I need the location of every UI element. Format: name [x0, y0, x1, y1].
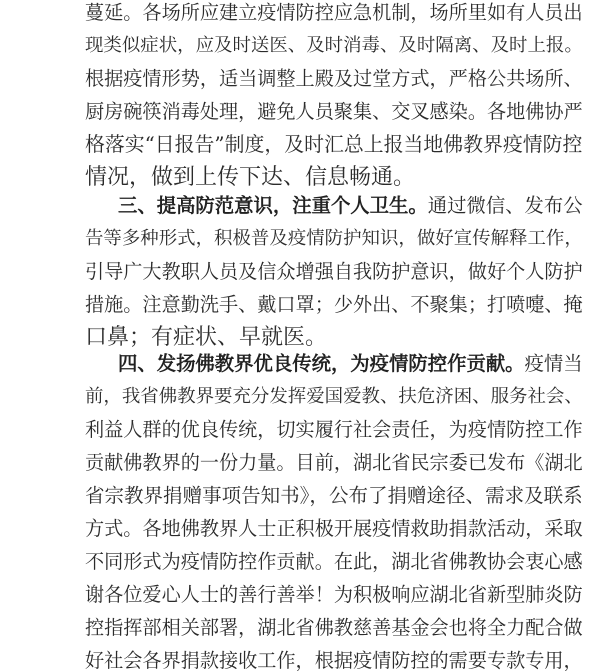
text-line: 引导广大教职人员及信众增强自我防护意识，做好个人防护: [85, 260, 583, 283]
text-line: 告等多种形式，积极普及疫情防护知识，做好宣传解释工作，: [85, 228, 583, 249]
text-line: 现类似症状，应及时送医、及时消毒、及时隔离、及时上报。: [85, 35, 583, 56]
section-3-heading: 三、提高防范意识，注重个人卫生。: [118, 194, 428, 217]
text-line: 厨房碗筷消毒处理，避免人员聚集、交叉感染。各地佛协严: [85, 100, 583, 123]
text-line: 情况，做到上传下达、信息畅通。: [85, 165, 416, 190]
text-line: 前，我省佛教界要充分发挥爱国爱教、扶危济困、服务社会、: [85, 386, 583, 407]
text-line: 谢各位爱心人士的善行善举！为积极响应湖北省新型肺炎防: [85, 583, 583, 606]
text-line: 好社会各界捐款接收工作，根据疫情防控的需要专款专用，: [85, 649, 583, 671]
text-line: 格落实“日报告”制度，及时汇总上报当地佛教界疫情防控: [85, 133, 583, 156]
text-line: 方式。各地佛教界人士正积极开展疫情救助捐款活动，采取: [85, 517, 583, 540]
text-line: 不同形式为疫情防控作贡献。在此，湖北省佛教协会衷心感: [85, 550, 583, 573]
section-4-heading: 四、发扬佛教界优良传统，为疫情防控作贡献。: [118, 352, 525, 375]
section-3-first-line-rest: 通过微信、发布公: [427, 194, 583, 217]
section-4-first-line: [118, 348, 583, 380]
section-4-first-line-rest: 疫情当: [524, 352, 583, 375]
text-line: 省宗教界捐赠事项告知书》，公布了捐赠途径、需求及联系: [85, 484, 583, 507]
text-line: 口鼻；有症状、早就医。: [85, 325, 328, 350]
section-3-first-line: [118, 190, 583, 222]
text-line: 控指挥部相关部署，湖北省佛教慈善基金会也将全力配合做: [85, 616, 583, 639]
text-line: 蔓延。各场所应建立疫情防控应急机制，场所里如有人员出: [85, 1, 583, 24]
text-line: 利益人群的优良传统，切实履行社会责任，为疫情防控工作: [85, 418, 583, 441]
text-line: 措施。注意勤洗手、戴口罩；少外出、不聚集；打喷嚏、掩: [85, 293, 583, 316]
text-line: 根据疫情形势，适当调整上殿及过堂方式，严格公共场所、: [85, 67, 583, 90]
text-line: 贡献佛教界的一份力量。目前，湖北省民宗委已发布《湖北: [85, 451, 583, 474]
